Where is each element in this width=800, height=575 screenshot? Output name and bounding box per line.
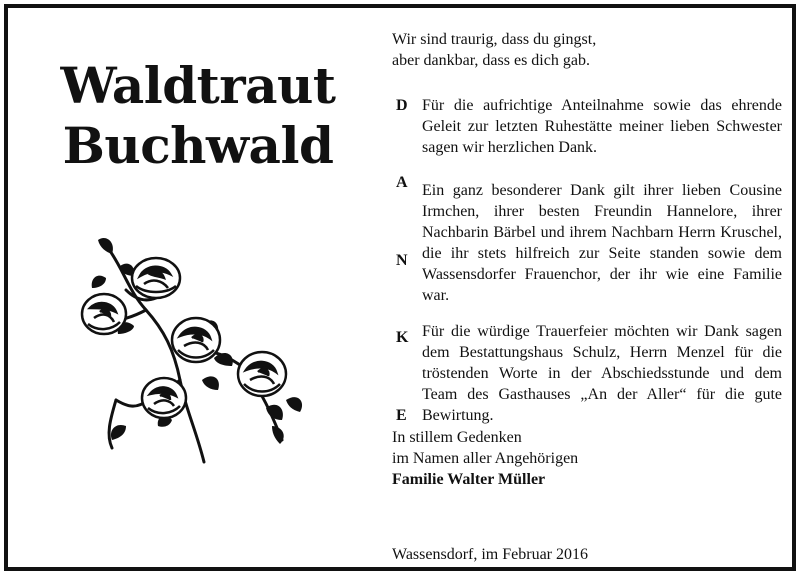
family-name: Familie Walter Müller <box>392 471 546 488</box>
roses-illustration <box>76 230 316 470</box>
closing-line-2: im Namen aller Angehörigen <box>392 450 579 467</box>
intro-quote <box>392 29 596 71</box>
closing-signature <box>392 427 578 490</box>
deceased-first-name: Waldtraut <box>60 56 336 115</box>
thanks-paragraph-3: Für die würdige Trauerfeier möchten wir Dank sagen dem Bestattungshaus Schulz, Herrn Menzel für die tröstenden Worte in der Abschiedsstunde und dem Team des Gasthauses „An der Aller“ für die gute Bewirtung. <box>422 323 782 424</box>
intro-line: Wir sind traurig, dass du gingst, <box>392 31 597 48</box>
acrostic-letter-n: N <box>396 252 408 269</box>
obituary-ad <box>4 4 796 571</box>
thanks-paragraph-1: Für die aufrichtige Anteilnahme sowie das ehrende Geleit zur letzten Ruhestätte meiner lieben Schwester sagen wir herzlichen Dank. <box>422 97 782 156</box>
deceased-last-name: Buchwald <box>62 116 334 175</box>
intro-line: aber dankbar, dass es dich gab. <box>392 52 590 69</box>
closing-line-1: In stillem Gedenken <box>392 429 522 446</box>
acrostic-letter-k: K <box>396 329 409 346</box>
acrostic-letter-a: A <box>396 174 408 191</box>
acrostic-letter-d: D <box>396 97 408 114</box>
thanks-paragraph-2: Ein ganz besonderer Dank gilt ihrer lieben Cousine Irmchen, ihrer besten Freundin Hannelore, ihrer Nachbarin Bärbel und ihrem Nachbarn Herrn Kruschel, die ihr stets hilfreich zur Seite standen sowie dem Wassensdorfer Frauenchor, der ihr wie eine Familie war. <box>422 182 782 304</box>
place-date: Wassensdorf, im Februar 2016 <box>392 546 589 563</box>
acrostic-letter-e: E <box>396 407 407 424</box>
